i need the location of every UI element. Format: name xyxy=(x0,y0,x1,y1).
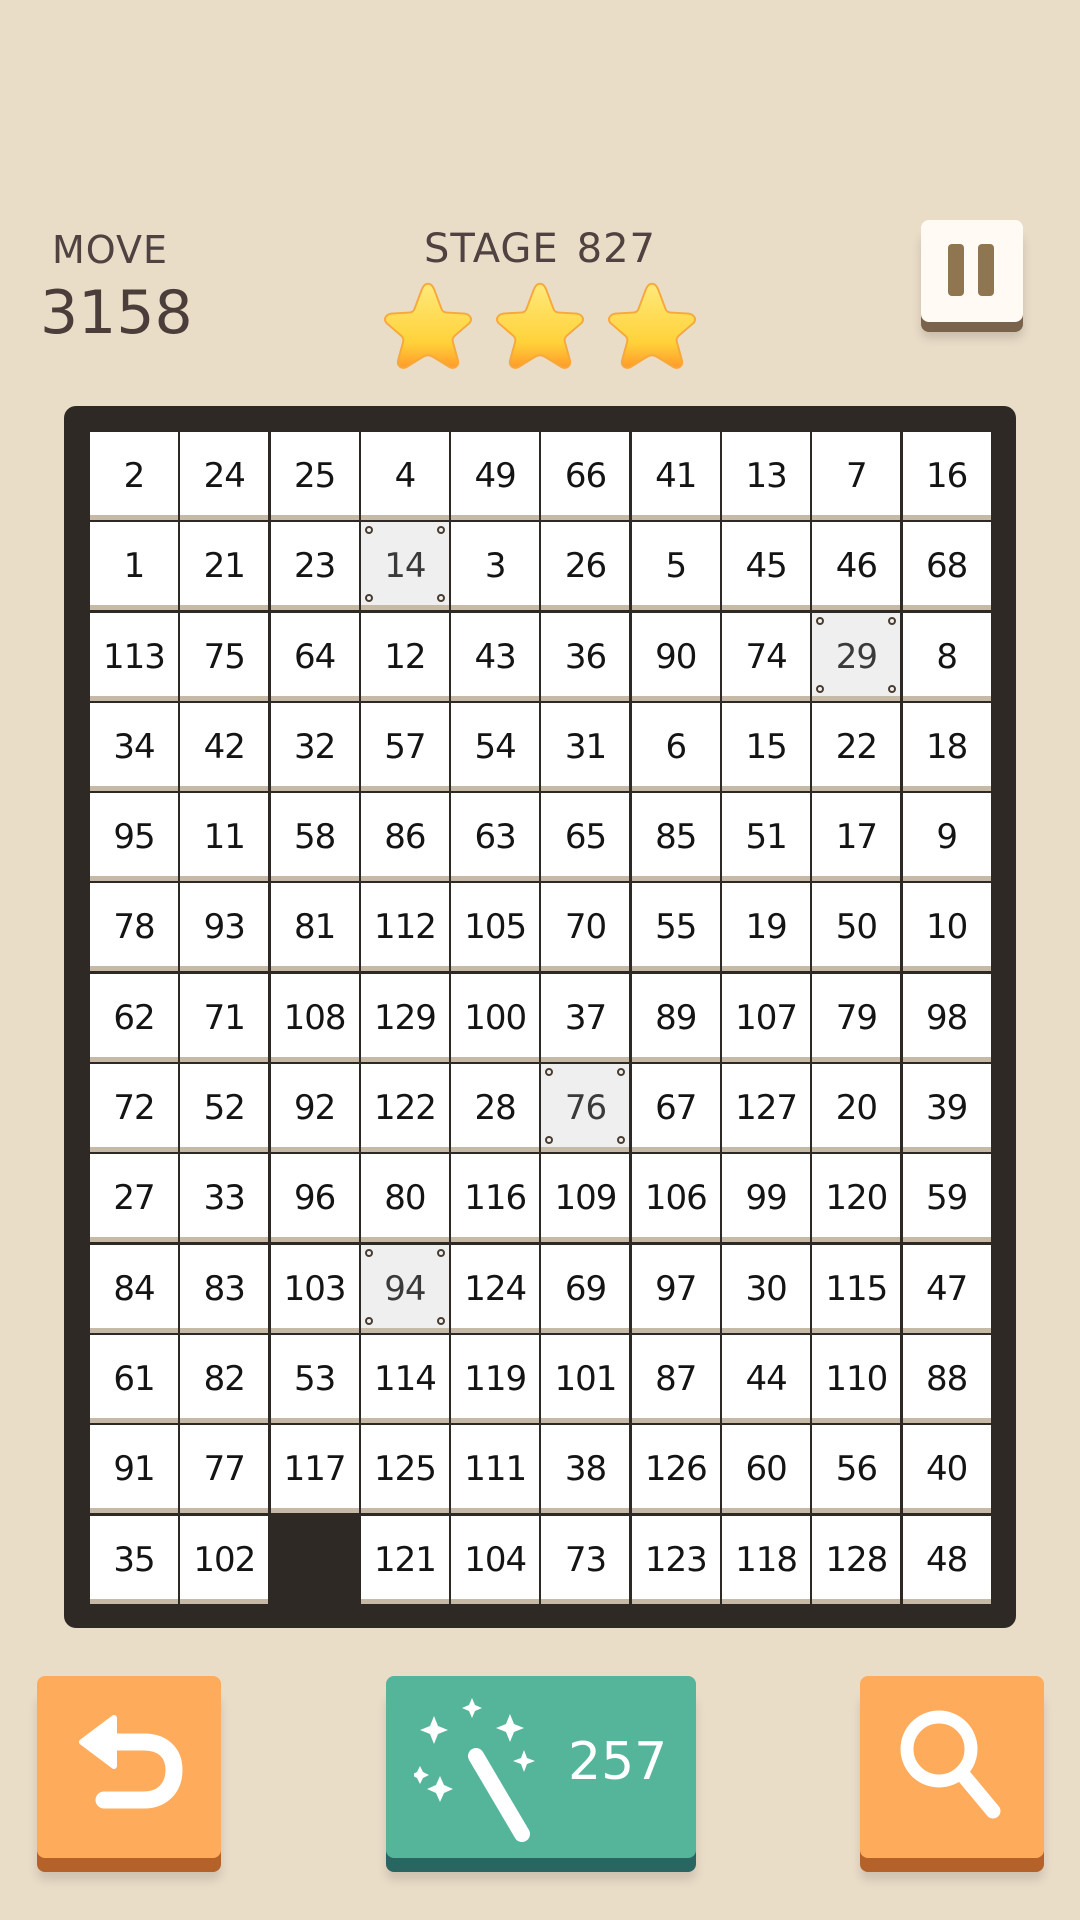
tile-number: 113 xyxy=(103,636,165,677)
number-tile[interactable] xyxy=(271,613,359,701)
number-tile[interactable] xyxy=(451,1335,539,1423)
pause-icon xyxy=(921,220,1023,322)
number-tile[interactable] xyxy=(180,432,268,520)
tile-number: 114 xyxy=(373,1358,436,1399)
number-tile[interactable] xyxy=(361,432,449,520)
tile-number: 46 xyxy=(835,546,877,587)
tile-number: 129 xyxy=(373,997,436,1038)
fixed-tile[interactable] xyxy=(541,1064,629,1152)
tile-number: 6 xyxy=(665,726,687,767)
tile-number: 115 xyxy=(825,1268,888,1309)
tile-number: 121 xyxy=(373,1539,436,1580)
number-tile[interactable] xyxy=(451,1154,539,1242)
tile-number: 24 xyxy=(203,456,245,496)
tile-number: 16 xyxy=(926,456,968,496)
tile-number: 31 xyxy=(564,726,607,767)
pin-icon xyxy=(545,1136,553,1144)
number-tile[interactable] xyxy=(271,1064,359,1152)
number-tile[interactable] xyxy=(812,1154,900,1242)
number-tile[interactable] xyxy=(451,1245,539,1333)
number-tile[interactable] xyxy=(180,1064,268,1152)
pin-icon xyxy=(437,1249,445,1257)
number-tile[interactable] xyxy=(903,1064,991,1152)
tile-number: 17 xyxy=(835,817,877,858)
number-tile[interactable] xyxy=(90,1425,178,1513)
move-label: MOVE xyxy=(52,228,169,272)
tile-number: 90 xyxy=(655,636,697,677)
number-tile[interactable] xyxy=(361,1516,449,1604)
tile-number: 117 xyxy=(283,1449,346,1490)
number-tile[interactable] xyxy=(451,613,539,701)
tile-number: 43 xyxy=(474,636,516,677)
number-tile[interactable] xyxy=(90,1335,178,1423)
number-tile[interactable] xyxy=(180,613,268,701)
number-tile[interactable] xyxy=(541,703,629,791)
tile-number: 44 xyxy=(745,1358,787,1399)
tile-number: 21 xyxy=(203,546,245,587)
tile-number: 10 xyxy=(926,907,968,948)
number-tile[interactable] xyxy=(361,1064,449,1152)
puzzle-board xyxy=(64,406,1016,1628)
pin-icon xyxy=(365,526,373,534)
tile-number: 127 xyxy=(735,1088,798,1129)
tile-number: 42 xyxy=(203,726,245,767)
number-tile[interactable] xyxy=(722,1516,810,1604)
tile-number: 40 xyxy=(926,1449,968,1490)
tile-number: 111 xyxy=(464,1449,527,1490)
tile-number: 91 xyxy=(113,1449,155,1490)
tile-number: 50 xyxy=(835,907,877,948)
tile-number: 99 xyxy=(745,1178,787,1219)
number-tile[interactable] xyxy=(361,1335,449,1423)
number-tile[interactable] xyxy=(90,793,178,881)
number-tile[interactable] xyxy=(271,703,359,791)
number-tile[interactable] xyxy=(361,974,449,1062)
tile-number: 20 xyxy=(835,1088,877,1129)
number-tile[interactable] xyxy=(271,974,359,1062)
number-tile[interactable] xyxy=(180,793,268,881)
tile-number: 128 xyxy=(825,1539,888,1580)
number-tile[interactable] xyxy=(722,703,810,791)
number-tile[interactable] xyxy=(722,1154,810,1242)
number-tile[interactable] xyxy=(541,974,629,1062)
tile-number: 25 xyxy=(293,456,336,496)
number-tile[interactable] xyxy=(903,793,991,881)
tile-number: 125 xyxy=(373,1449,436,1490)
tile-number: 73 xyxy=(564,1539,607,1580)
number-tile[interactable] xyxy=(271,522,359,610)
number-tile[interactable] xyxy=(632,883,720,971)
tile-number: 1 xyxy=(123,546,145,587)
tile-number: 45 xyxy=(745,546,787,587)
tile-number: 22 xyxy=(835,726,877,767)
tile-number: 100 xyxy=(464,997,527,1038)
tile-number: 94 xyxy=(384,1268,426,1309)
tile-number: 65 xyxy=(564,817,607,858)
number-tile[interactable] xyxy=(632,1335,720,1423)
tile-number: 104 xyxy=(464,1539,527,1580)
number-tile[interactable] xyxy=(903,1335,991,1423)
number-tile[interactable] xyxy=(180,1154,268,1242)
number-tile[interactable] xyxy=(632,432,720,520)
number-tile[interactable] xyxy=(90,703,178,791)
tile-number: 112 xyxy=(373,907,436,948)
tile-number: 56 xyxy=(835,1449,877,1490)
tile-number: 36 xyxy=(564,636,607,677)
tile-number: 93 xyxy=(203,907,245,948)
number-tile[interactable] xyxy=(541,793,629,881)
tile-number: 122 xyxy=(373,1088,436,1129)
tile-number: 49 xyxy=(474,456,516,496)
tile-number: 34 xyxy=(113,726,155,767)
tile-number: 57 xyxy=(384,726,426,767)
star-icon xyxy=(380,278,476,374)
tile-number: 81 xyxy=(293,907,336,948)
fixed-tile[interactable] xyxy=(361,1245,449,1333)
number-tile[interactable] xyxy=(541,1245,629,1333)
tile-number: 53 xyxy=(293,1358,336,1399)
number-tile[interactable] xyxy=(903,1245,991,1333)
number-tile[interactable] xyxy=(722,613,810,701)
number-tile[interactable] xyxy=(271,1425,359,1513)
pin-icon xyxy=(437,594,445,602)
number-tile[interactable] xyxy=(903,1154,991,1242)
tile-number: 5 xyxy=(665,546,687,587)
tile-number: 18 xyxy=(926,726,968,767)
number-tile[interactable] xyxy=(722,1064,810,1152)
number-tile[interactable] xyxy=(632,1245,720,1333)
pin-icon xyxy=(816,617,824,625)
tile-number: 92 xyxy=(293,1088,336,1129)
tile-number: 75 xyxy=(203,636,245,677)
pin-icon xyxy=(545,1068,553,1076)
pin-icon xyxy=(437,526,445,534)
number-tile[interactable] xyxy=(903,522,991,610)
tile-number: 51 xyxy=(745,817,787,858)
tile-number: 35 xyxy=(113,1539,155,1580)
tile-number: 126 xyxy=(644,1449,707,1490)
number-tile[interactable] xyxy=(180,1335,268,1423)
fixed-tile[interactable] xyxy=(812,613,900,701)
number-tile[interactable] xyxy=(271,1245,359,1333)
tile-number: 97 xyxy=(655,1268,697,1309)
number-tile[interactable] xyxy=(812,1245,900,1333)
tile-number: 116 xyxy=(464,1178,527,1219)
pin-icon xyxy=(816,685,824,693)
number-tile[interactable] xyxy=(361,1154,449,1242)
pin-icon xyxy=(437,1317,445,1325)
number-tile[interactable] xyxy=(180,703,268,791)
tile-number: 67 xyxy=(655,1088,697,1129)
number-tile[interactable] xyxy=(722,793,810,881)
tile-number: 15 xyxy=(745,726,787,767)
undo-icon xyxy=(74,1712,184,1822)
number-tile[interactable] xyxy=(812,1335,900,1423)
tile-number: 66 xyxy=(564,456,607,496)
number-tile[interactable] xyxy=(812,883,900,971)
tile-number: 88 xyxy=(926,1358,968,1399)
number-tile[interactable] xyxy=(180,974,268,1062)
hint-button[interactable] xyxy=(386,1676,696,1872)
number-tile[interactable] xyxy=(812,1064,900,1152)
tile-number: 118 xyxy=(735,1539,798,1580)
number-tile[interactable] xyxy=(361,793,449,881)
number-tile[interactable] xyxy=(451,974,539,1062)
star-icon xyxy=(604,278,700,374)
tile-number: 59 xyxy=(926,1178,968,1219)
tile-number: 9 xyxy=(936,817,957,858)
tile-number: 54 xyxy=(474,726,516,767)
tile-number: 68 xyxy=(926,546,968,587)
pin-icon xyxy=(617,1068,625,1076)
tile-number: 86 xyxy=(384,817,426,858)
number-tile[interactable] xyxy=(271,883,359,971)
number-tile[interactable] xyxy=(632,1425,720,1513)
number-tile[interactable] xyxy=(361,883,449,971)
tile-number: 72 xyxy=(113,1088,155,1129)
tile-number: 84 xyxy=(113,1268,155,1309)
pin-icon xyxy=(617,1136,625,1144)
pin-icon xyxy=(365,1317,373,1325)
tile-number: 101 xyxy=(554,1358,617,1399)
number-tile[interactable] xyxy=(541,1154,629,1242)
tile-number: 87 xyxy=(655,1358,697,1399)
tile-number: 107 xyxy=(735,997,798,1038)
tile-number: 29 xyxy=(835,636,877,677)
number-tile[interactable] xyxy=(271,432,359,520)
hint-count: 257 xyxy=(568,1732,668,1792)
tile-number: 96 xyxy=(293,1178,336,1219)
pin-icon xyxy=(888,617,896,625)
number-tile[interactable] xyxy=(632,522,720,610)
tile-number: 76 xyxy=(564,1088,607,1129)
number-tile[interactable] xyxy=(722,1425,810,1513)
tile-number: 48 xyxy=(926,1539,968,1580)
number-tile[interactable] xyxy=(632,613,720,701)
tile-number: 8 xyxy=(936,636,957,677)
tile-number: 52 xyxy=(203,1088,245,1129)
tile-number: 47 xyxy=(926,1268,968,1309)
number-tile[interactable] xyxy=(632,1064,720,1152)
tile-number: 11 xyxy=(203,817,245,858)
number-tile[interactable] xyxy=(90,1245,178,1333)
stage-title xyxy=(0,226,1080,272)
tile-number: 98 xyxy=(926,997,968,1038)
number-tile[interactable] xyxy=(632,1516,720,1604)
number-tile[interactable] xyxy=(541,1516,629,1604)
number-tile[interactable] xyxy=(90,883,178,971)
tile-number: 41 xyxy=(655,456,697,496)
number-tile[interactable] xyxy=(451,883,539,971)
tile-number: 38 xyxy=(564,1449,607,1490)
tile-number: 77 xyxy=(203,1449,245,1490)
number-tile[interactable] xyxy=(361,613,449,701)
number-tile[interactable] xyxy=(271,1335,359,1423)
tile-number: 74 xyxy=(745,636,787,677)
number-tile[interactable] xyxy=(903,432,991,520)
tile-number: 37 xyxy=(564,997,607,1038)
number-tile[interactable] xyxy=(903,703,991,791)
tile-number: 85 xyxy=(655,817,697,858)
tile-number: 83 xyxy=(203,1268,245,1309)
tile-number: 7 xyxy=(846,456,867,496)
number-tile[interactable] xyxy=(812,703,900,791)
tile-number: 27 xyxy=(113,1178,155,1219)
tile-number: 4 xyxy=(394,456,416,496)
tile-number: 55 xyxy=(655,907,697,948)
number-tile[interactable] xyxy=(722,1335,810,1423)
tile-number: 32 xyxy=(293,726,336,767)
number-tile[interactable] xyxy=(632,1154,720,1242)
search-icon xyxy=(897,1707,1007,1827)
number-tile[interactable] xyxy=(271,793,359,881)
star-rating xyxy=(380,278,700,378)
tile-number: 105 xyxy=(464,907,527,948)
tile-number: 82 xyxy=(203,1358,245,1399)
number-tile[interactable] xyxy=(90,974,178,1062)
number-tile[interactable] xyxy=(451,1064,539,1152)
tile-number: 33 xyxy=(203,1178,245,1219)
number-tile[interactable] xyxy=(90,522,178,610)
tile-number: 19 xyxy=(745,907,787,948)
tile-number: 12 xyxy=(384,636,426,677)
tile-number: 58 xyxy=(293,817,336,858)
number-tile[interactable] xyxy=(180,1516,268,1604)
search-button[interactable] xyxy=(860,1676,1044,1872)
tile-number: 63 xyxy=(474,817,516,858)
tile-number: 39 xyxy=(926,1088,968,1129)
number-tile[interactable] xyxy=(632,703,720,791)
number-tile[interactable] xyxy=(903,1516,991,1604)
number-tile[interactable] xyxy=(812,1516,900,1604)
empty-slot xyxy=(271,1516,359,1604)
tile-number: 106 xyxy=(644,1178,707,1219)
number-tile[interactable] xyxy=(90,1154,178,1242)
tile-number: 3 xyxy=(484,546,506,587)
tile-number: 123 xyxy=(644,1539,707,1580)
number-tile[interactable] xyxy=(180,1245,268,1333)
number-tile[interactable] xyxy=(903,974,991,1062)
number-tile[interactable] xyxy=(180,1425,268,1513)
stage-label: STAGE xyxy=(423,226,559,272)
tile-number: 71 xyxy=(203,997,245,1038)
number-tile[interactable] xyxy=(541,883,629,971)
pin-icon xyxy=(365,594,373,602)
number-tile[interactable] xyxy=(903,883,991,971)
number-tile[interactable] xyxy=(451,793,539,881)
number-tile[interactable] xyxy=(451,522,539,610)
tile-grid xyxy=(90,432,991,1604)
tile-number: 120 xyxy=(825,1178,888,1219)
stage-number: 827 xyxy=(576,226,656,272)
number-tile[interactable] xyxy=(722,432,810,520)
tile-number: 60 xyxy=(745,1449,787,1490)
number-tile[interactable] xyxy=(722,974,810,1062)
tile-number: 14 xyxy=(384,546,426,587)
number-tile[interactable] xyxy=(451,1516,539,1604)
number-tile[interactable] xyxy=(812,1425,900,1513)
number-tile[interactable] xyxy=(541,1335,629,1423)
tile-number: 62 xyxy=(113,997,155,1038)
tile-number: 103 xyxy=(283,1268,346,1309)
number-tile[interactable] xyxy=(632,793,720,881)
tile-number: 109 xyxy=(554,1178,617,1219)
tile-number: 64 xyxy=(293,636,336,677)
tile-number: 79 xyxy=(835,997,877,1038)
number-tile[interactable] xyxy=(812,432,900,520)
number-tile[interactable] xyxy=(361,1425,449,1513)
tile-number: 119 xyxy=(464,1358,527,1399)
number-tile[interactable] xyxy=(903,613,991,701)
number-tile[interactable] xyxy=(722,1245,810,1333)
tile-number: 110 xyxy=(825,1358,888,1399)
tile-number: 102 xyxy=(193,1539,256,1580)
tile-number: 2 xyxy=(123,456,145,496)
tile-number: 13 xyxy=(745,456,787,496)
pin-icon xyxy=(888,685,896,693)
tile-number: 80 xyxy=(384,1178,426,1219)
number-tile[interactable] xyxy=(180,522,268,610)
number-tile[interactable] xyxy=(271,1154,359,1242)
tile-number: 26 xyxy=(564,546,607,587)
tile-number: 124 xyxy=(464,1268,527,1309)
tile-number: 69 xyxy=(564,1268,607,1309)
tile-number: 30 xyxy=(745,1268,787,1309)
fixed-tile[interactable] xyxy=(361,522,449,610)
tile-number: 89 xyxy=(655,997,697,1038)
tile-number: 70 xyxy=(564,907,607,948)
number-tile[interactable] xyxy=(90,1516,178,1604)
undo-button[interactable] xyxy=(37,1676,221,1872)
tile-number: 61 xyxy=(113,1358,155,1399)
number-tile[interactable] xyxy=(541,432,629,520)
number-tile[interactable] xyxy=(541,613,629,701)
tile-number: 95 xyxy=(113,817,155,858)
move-counter: 3158 xyxy=(40,278,193,348)
number-tile[interactable] xyxy=(90,613,178,701)
number-tile[interactable] xyxy=(722,522,810,610)
number-tile[interactable] xyxy=(541,522,629,610)
tile-number: 23 xyxy=(293,546,336,587)
tile-number: 28 xyxy=(474,1088,516,1129)
number-tile[interactable] xyxy=(451,432,539,520)
number-tile[interactable] xyxy=(90,1064,178,1152)
tile-number: 108 xyxy=(283,997,346,1038)
number-tile[interactable] xyxy=(903,1425,991,1513)
number-tile[interactable] xyxy=(361,703,449,791)
number-tile[interactable] xyxy=(812,793,900,881)
pin-icon xyxy=(365,1249,373,1257)
number-tile[interactable] xyxy=(541,1425,629,1513)
number-tile[interactable] xyxy=(632,974,720,1062)
magic-wand-icon xyxy=(414,1694,554,1854)
number-tile[interactable] xyxy=(812,522,900,610)
tile-number: 78 xyxy=(113,907,155,948)
star-icon xyxy=(492,278,588,374)
number-tile[interactable] xyxy=(180,883,268,971)
number-tile[interactable] xyxy=(451,1425,539,1513)
number-tile[interactable] xyxy=(722,883,810,971)
number-tile[interactable] xyxy=(90,432,178,520)
number-tile[interactable] xyxy=(812,974,900,1062)
number-tile[interactable] xyxy=(451,703,539,791)
pause-button[interactable] xyxy=(921,220,1023,332)
